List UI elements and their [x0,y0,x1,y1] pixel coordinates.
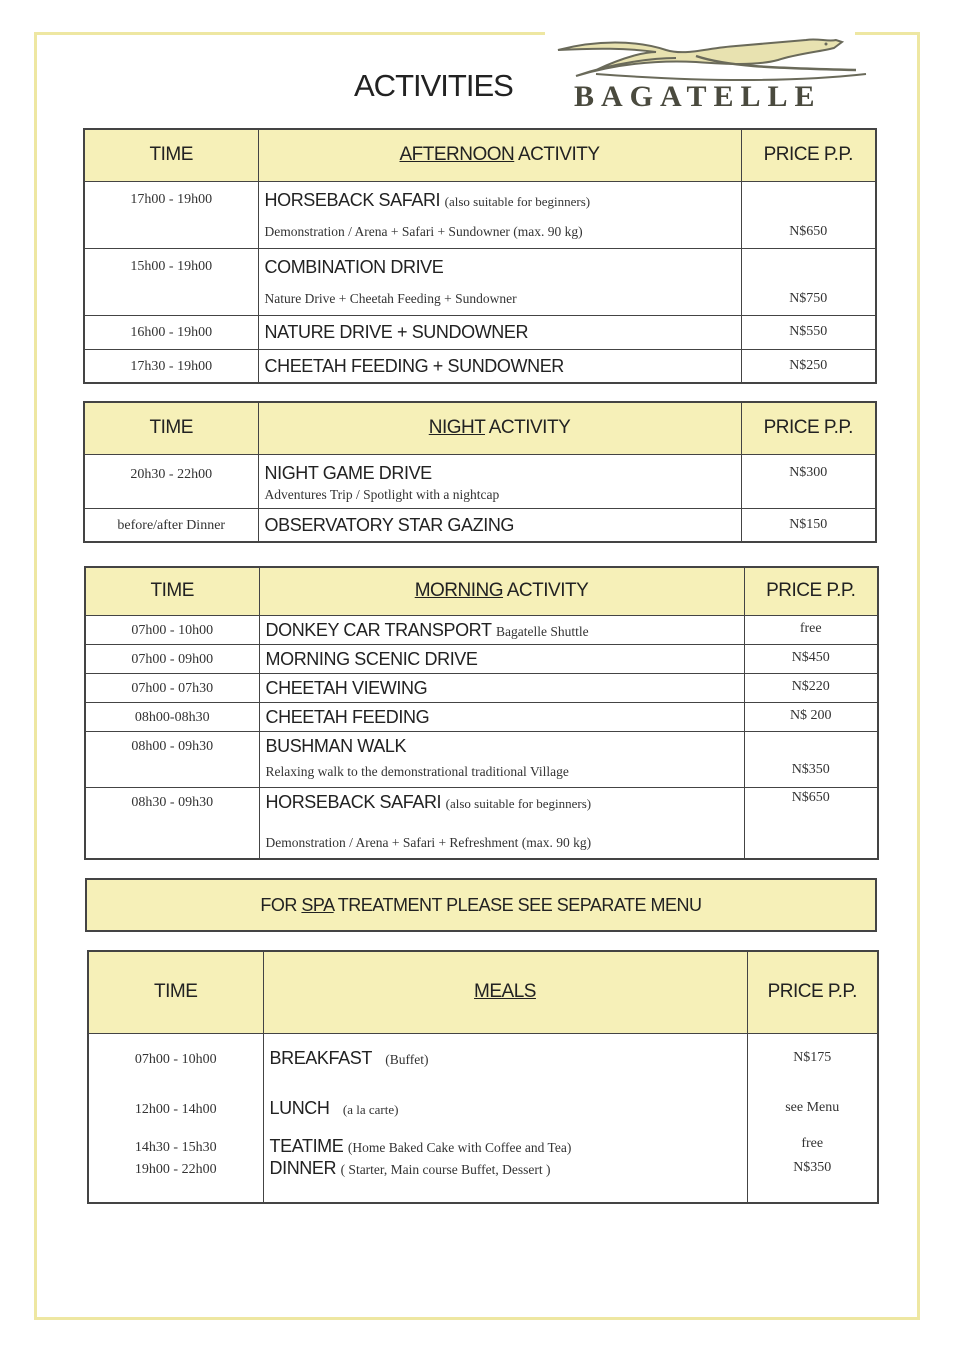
price-header: PRICE P.P. [741,129,876,181]
table-row [84,349,876,383]
table-row [84,181,876,248]
activity-header: AFTERNOON ACTIVITY [258,129,741,181]
time-value: 08h00-08h30 [134,709,210,725]
time-value: 14h30 - 15h30 [134,1139,217,1155]
meal-note: ( Starter, Main course Buffet, Dessert ) [340,1161,551,1177]
activity-name: BUSHMAN WALK [265,735,407,756]
spa-notice: FOR SPA TREATMENT PLEASE SEE SEPARATE MENU [85,878,877,932]
activity-header: MORNING ACTIVITY [259,567,744,615]
time-value: 17h00 - 19h00 [130,191,213,207]
time-value: 12h00 - 14h00 [134,1101,217,1117]
meal-note: (Buffet) [385,1051,429,1067]
table-row [85,702,878,731]
price-value: N$220 [791,678,830,694]
activity-note: (also suitable for beginners) [444,193,591,209]
time-header: TIME [84,402,258,454]
meal-name: DINNER [269,1157,337,1178]
price-value: N$350 [793,1159,832,1175]
time-value: before/after Dinner [117,517,226,533]
price-value: N$450 [791,649,830,665]
time-value: 07h00 - 10h00 [134,1051,217,1067]
activity-name: MORNING SCENIC DRIVE [265,648,478,669]
activity-detail: Relaxing walk to the demonstrational traditional Village [265,763,569,779]
price-value: N$300 [789,464,828,480]
activity-name: COMBINATION DRIVE [264,256,444,277]
table-row [85,644,878,673]
activity-name: CHEETAH FEEDING + SUNDOWNER [264,355,564,376]
price-value: N$ 200 [789,707,832,723]
activity-detail: Nature Drive + Cheetah Feeding + Sundowner [264,290,517,306]
bagatelle-logo [556,36,872,118]
activity-name: CHEETAH FEEDING [265,706,430,727]
activity-name: NATURE DRIVE + SUNDOWNER [264,321,529,342]
price-value: N$175 [793,1049,832,1065]
activity-detail: Demonstration / Arena + Safari + Sundowner (max. 90 kg) [264,223,583,239]
price-value: N$650 [789,223,828,239]
time-value: 16h00 - 19h00 [130,324,213,340]
price-value: N$150 [789,516,828,532]
time-header: TIME [84,129,258,181]
price-header: PRICE P.P. [741,402,876,454]
time-value: 07h00 - 07h30 [131,680,214,696]
afternoon-table [83,128,877,384]
activity-detail: Demonstration / Arena + Safari + Refreshment (max. 90 kg) [265,834,592,850]
meal-name: BREAKFAST [269,1047,372,1068]
price-value: N$350 [791,761,830,777]
time-header: TIME [88,951,263,1033]
meals-table [87,950,879,1204]
meal-note: (Home Baked Cake with Coffee and Tea) [347,1139,572,1155]
table-row [85,673,878,702]
meals-body [88,1033,878,1203]
page-title: ACTIVITIES [354,68,513,103]
table-row [85,787,878,859]
time-value: 08h00 - 09h30 [131,738,214,754]
time-value: 17h30 - 19h00 [130,358,213,374]
activity-header: NIGHT ACTIVITY [258,402,741,454]
price-value: N$250 [789,357,828,373]
price-value: N$550 [789,323,828,339]
activity-name: DONKEY CAR TRANSPORT [265,619,492,640]
meal-note: (a la carte) [342,1101,399,1117]
time-header: TIME [85,567,259,615]
table-row [85,615,878,644]
activity-name: HORSEBACK SAFARI [264,189,441,210]
table-row [85,731,878,787]
price-header: PRICE P.P. [747,951,878,1033]
activity-name: HORSEBACK SAFARI [265,791,442,812]
time-value: 15h00 - 19h00 [130,258,213,274]
price-value: free [801,1135,824,1151]
table-row [84,315,876,349]
night-table [83,401,877,543]
price-value: N$750 [789,290,828,306]
time-value: 07h00 - 09h00 [131,651,214,667]
morning-table [84,566,879,860]
logo-text: BAGATELLE [574,80,822,113]
meal-name: LUNCH [269,1097,330,1118]
activity-note: (also suitable for beginners) [445,795,592,811]
cheetah-logo-icon [556,36,872,86]
meals-header: MEALS [263,951,747,1033]
time-value: 20h30 - 22h00 [130,466,213,482]
price-value: free [799,620,822,636]
table-row [84,508,876,542]
table-row [84,248,876,315]
table-row [84,454,876,508]
activity-name: CHEETAH VIEWING [265,677,428,698]
time-value: 08h30 - 09h30 [131,794,214,810]
price-value: N$650 [791,789,830,805]
activity-name: OBSERVATORY STAR GAZING [264,514,515,535]
meal-name: TEATIME [269,1135,344,1156]
time-value: 07h00 - 10h00 [131,622,214,638]
activity-detail: Adventures Trip / Spotlight with a nightcap [264,486,500,502]
time-value: 19h00 - 22h00 [134,1161,217,1177]
activity-note: Bagatelle Shuttle [496,623,589,639]
price-value: see Menu [785,1099,840,1115]
price-header: PRICE P.P. [744,567,878,615]
activity-name: NIGHT GAME DRIVE [264,462,432,483]
